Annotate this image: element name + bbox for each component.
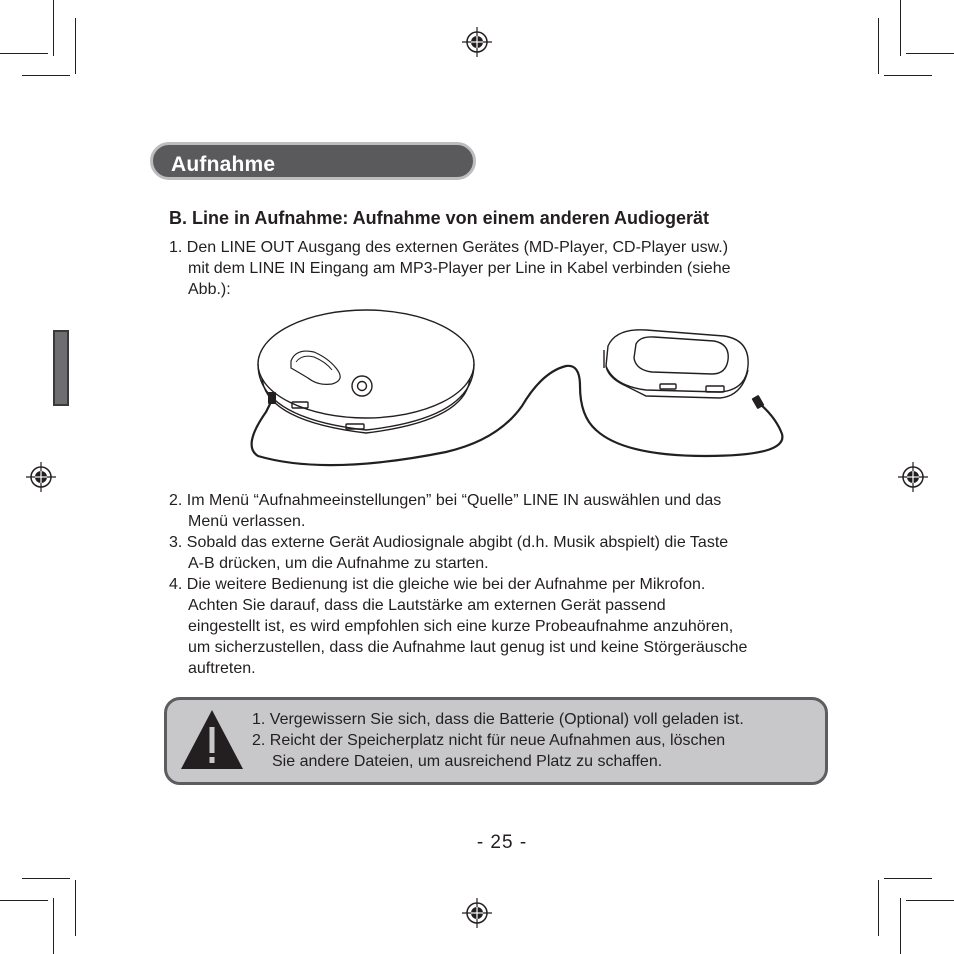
- crop-mark: [884, 75, 932, 76]
- step-line: 2. Im Menü “Aufnahmeeinstellungen” bei “Quelle” LINE IN auswählen und das: [169, 492, 722, 509]
- warning-triangle-icon: [179, 707, 245, 771]
- step-line: A-B drücken, um die Aufnahme zu starten.: [188, 555, 489, 572]
- registration-mark-icon: [898, 462, 928, 492]
- step-line: Achten Sie darauf, dass die Lautstärke am externen Gerät passend: [188, 597, 666, 614]
- page-number-text: - 25 -: [476, 832, 528, 853]
- crop-mark: [22, 75, 70, 76]
- warning-line: Sie andere Dateien, um ausreichend Platz zu schaffen.: [272, 753, 663, 770]
- connection-illustration: [236, 306, 790, 476]
- step-line: mit dem LINE IN Eingang am MP3-Player per Line in Kabel verbinden (siehe: [188, 260, 731, 277]
- crop-mark: [75, 880, 76, 936]
- step-line: 1. Den LINE OUT Ausgang des externen Gerätes (MD-Player, CD-Player usw.): [169, 239, 729, 256]
- mp3-player-icon: [604, 330, 748, 398]
- section-title: Aufnahme: [171, 153, 276, 176]
- page-number: [0, 832, 954, 854]
- step-line: auftreten.: [188, 660, 256, 677]
- crop-mark: [906, 53, 954, 54]
- step-line: 4. Die weitere Bedienung ist die gleiche wie bei der Aufnahme per Mikrofon.: [169, 576, 706, 593]
- chapter-thumb-tab: [53, 330, 69, 406]
- crop-mark: [75, 18, 76, 74]
- cd-player-icon: [258, 310, 474, 433]
- step-list-intro: [169, 237, 731, 300]
- crop-mark: [0, 53, 48, 54]
- crop-mark: [878, 18, 879, 74]
- registration-mark-icon: [462, 898, 492, 928]
- warning-line: 1. Vergewissern Sie sich, dass die Batterie (Optional) voll geladen ist.: [252, 711, 744, 728]
- registration-mark-icon: [462, 27, 492, 57]
- section-header: [150, 142, 476, 180]
- crop-mark: [53, 898, 54, 954]
- warning-text: [252, 709, 744, 772]
- crop-mark: [900, 898, 901, 954]
- step-line: 3. Sobald das externe Gerät Audiosignale abgibt (d.h. Musik abspielt) die Taste: [169, 534, 729, 551]
- step-line: Menü verlassen.: [188, 513, 306, 530]
- crop-mark: [906, 900, 954, 901]
- registration-mark-icon: [26, 462, 56, 492]
- step-line: um sicherzustellen, dass die Aufnahme laut genug ist und keine Störgeräusche: [188, 639, 748, 656]
- subheading: B. Line in Aufnahme: Aufnahme von einem anderen Audiogerät: [169, 208, 710, 228]
- crop-mark: [22, 878, 70, 879]
- crop-mark: [53, 0, 54, 56]
- step-line: Abb.):: [188, 281, 231, 298]
- step-list: [169, 490, 747, 679]
- crop-mark: [900, 0, 901, 56]
- crop-mark: [884, 878, 932, 879]
- crop-mark: [878, 880, 879, 936]
- step-line: eingestellt ist, es wird empfohlen sich eine kurze Probeaufnahme anzuhören,: [188, 618, 734, 635]
- crop-mark: [0, 900, 48, 901]
- warning-line: 2. Reicht der Speicherplatz nicht für neue Aufnahmen aus, löschen: [252, 732, 726, 749]
